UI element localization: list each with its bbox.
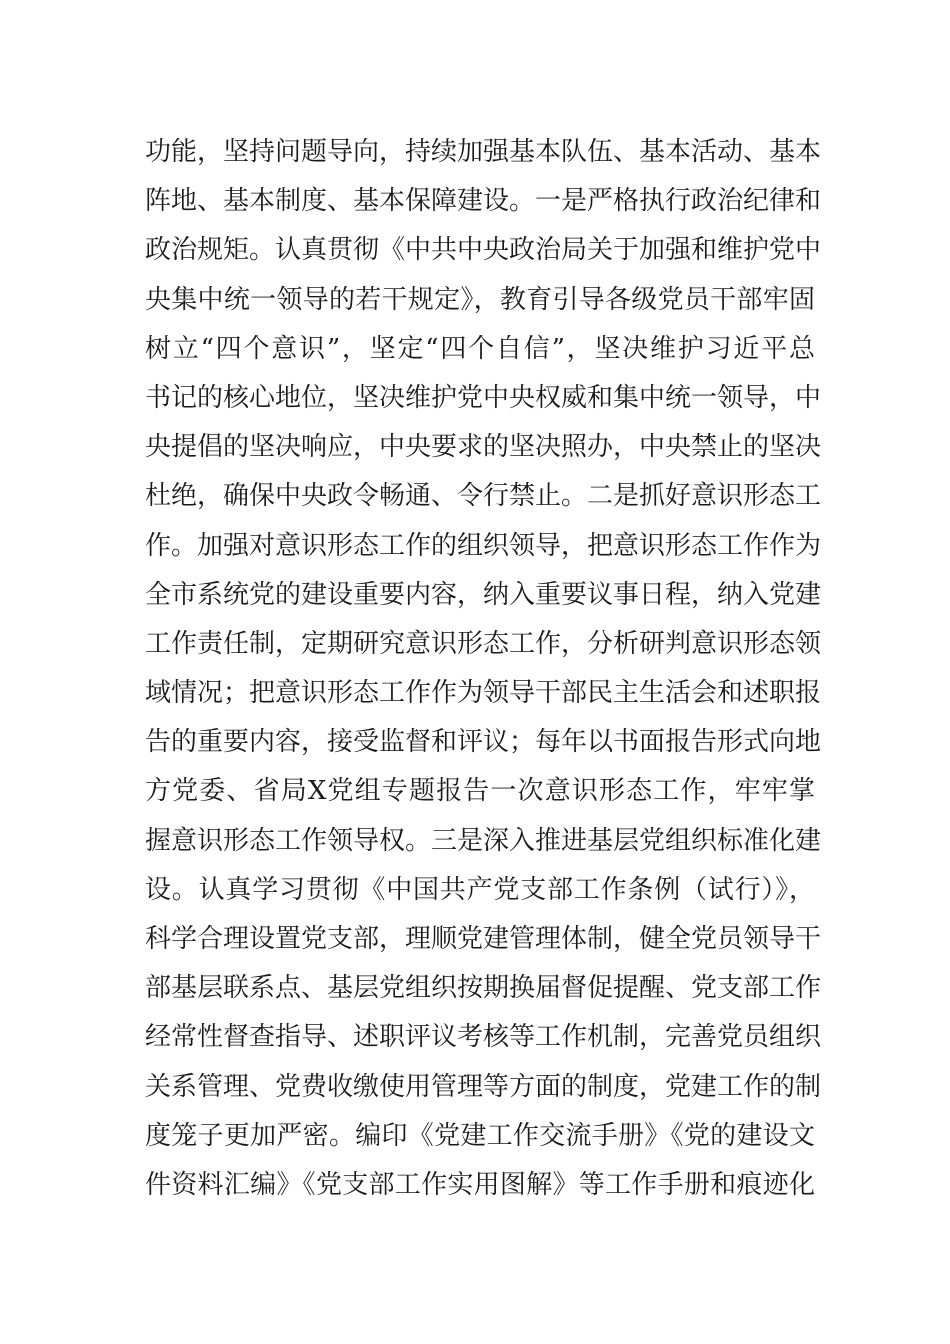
body-text <box>145 128 822 1210</box>
text-line: 设。认真学习贯彻《中国共产党支部工作条例（试行）》， <box>145 874 815 905</box>
text-line: 域情况；把意识形态工作作为领导干部民主生活会和述职报 <box>145 678 822 709</box>
text-line: 度笼子更加严密。编印《党建工作交流手册》《党的建设文 <box>145 1120 815 1151</box>
text-line: 关系管理、党费收缴使用管理等方面的制度，党建工作的制 <box>145 1071 822 1102</box>
text-line: 树立“四个意识”，坚定“四个自信”，坚决维护习近平总 <box>145 333 815 364</box>
text-line: 方党委、省局X党组专题报告一次意识形态工作，牢牢掌 <box>145 776 815 807</box>
text-line: 书记的核心地位，坚决维护党中央权威和集中统一领导，中 <box>145 382 822 413</box>
text-line: 央集中统一领导的若干规定》，教育引导各级党员干部牢固 <box>145 284 815 315</box>
text-line: 科学合理设置党支部，理顺党建管理体制，健全党员领导干 <box>145 924 822 954</box>
text-line: 央提倡的坚决响应，中央要求的坚决照办，中央禁止的坚决 <box>145 432 822 463</box>
text-line: 经常性督查指导、述职评议考核等工作机制，完善党员组织 <box>145 1022 822 1053</box>
text-line: 全市系统党的建设重要内容，纳入重要议事日程，纳入党建 <box>145 579 822 610</box>
text-line: 件资料汇编》《党支部工作实用图解》等工作手册和痕迹化 <box>145 1169 815 1200</box>
text-line: 工作责任制，定期研究意识形态工作，分析研判意识形态领 <box>145 628 822 659</box>
text-line: 政治规矩。认真贯彻《中共中央政治局关于加强和维护党中 <box>145 235 822 266</box>
text-line: 阵地、基本制度、基本保障建设。一是严格执行政治纪律和 <box>145 186 822 217</box>
text-line: 功能，坚持问题导向，持续加强基本队伍、基本活动、基本 <box>145 137 822 167</box>
text-line: 握意识形态工作领导权。三是深入推进基层党组织标准化建 <box>145 825 822 856</box>
text-line: 告的重要内容，接受监督和评议；每年以书面报告形式向地 <box>145 727 822 758</box>
text-line: 作。加强对意识形态工作的组织领导，把意识形态工作作为 <box>145 530 822 561</box>
text-line: 部基层联系点、基层党组织按期换届督促提醒、党支部工作 <box>145 973 822 1004</box>
text-line: 杜绝，确保中央政令畅通、令行禁止。二是抓好意识形态工 <box>145 481 822 512</box>
